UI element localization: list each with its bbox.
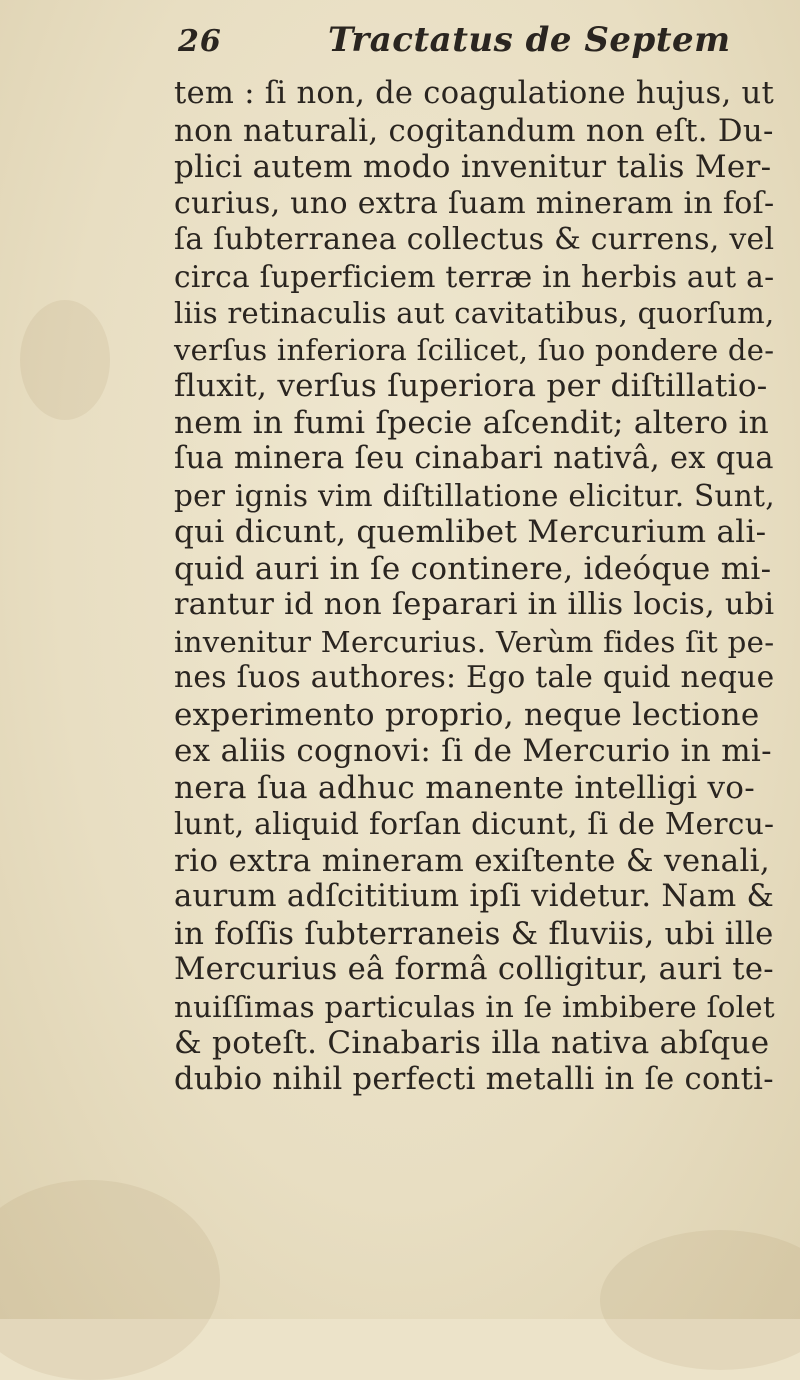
text-line: verſus inferiora ſcilicet, ſuo pondere de- [174,332,775,367]
text-line: tem : ſi non, de coagulatione hujus, ut [174,76,775,111]
text-line: experimento proprio, neque lectione [174,696,760,733]
text-line: & poteſt. Cinabaris illa nativa abſque [174,1025,770,1061]
text-line: ſa ſubterranea collectus & currens, vel [174,222,775,257]
page-header [0,14,800,64]
text-line: in foſſis ſubterraneis & fluviis, ubi ille [174,915,774,952]
running-title: Tractatus de Septem [328,20,731,60]
text-line: ex aliis cognovi: ſi de Mercurio in mi- [174,733,772,769]
text-line: non naturali, cogitandum non eſt. Du- [174,112,774,149]
text-line: per ignis vim diſtillatione elicitur. Sunt, [174,478,775,513]
text-line: curius, uno extra ſuam mineram in foſ- [174,185,775,221]
text-line: dubio nihil perfecti metalli in ſe conti- [174,1061,774,1097]
text-line: circa ſuperficiem terræ in herbis aut a- [174,259,775,294]
paper-stain [600,1230,800,1370]
text-line: rio extra mineram exiſtente & venali, [174,842,771,879]
paper-stain [20,300,110,420]
text-line: nem in fumi ſpecie aſcendit; altero in [174,404,769,441]
page-number: 26 [178,24,222,59]
text-line: nuiſſimas particulas in ſe imbibere ſolet [174,989,775,1024]
paper-stain [0,1180,220,1380]
text-line: invenitur Mercurius. Verùm fides ſit pe- [174,624,775,659]
text-line: quid auri in ſe continere, ideóque mi- [174,550,772,587]
text-line: nes ſuos authores: Ego tale quid neque [174,660,775,695]
text-line: aurum adſcititium ipſi videtur. Nam & [174,879,775,914]
text-line: lunt, aliquid forſan dicunt, ſi de Mercu- [174,807,775,841]
text-line: liis retinaculis aut cavitatibus, quorſum, [174,296,775,330]
text-line: nera ſua adhuc manente intelligi vo- [174,769,756,806]
body-text [174,76,774,1098]
text-line: qui dicunt, quemlibet Mercurium ali- [174,514,767,550]
text-line: plici autem modo invenitur talis Mer- [174,149,772,185]
text-line: rantur id non ſeparari in illis locis, ubi [174,587,775,622]
text-line: ſua minera ſeu cinabari nativâ, ex qua [174,441,774,476]
text-line: fluxit, verſus ſuperiora per diſtillatio- [174,368,768,404]
text-line: Mercurius eâ formâ colligitur, auri te- [174,952,774,987]
